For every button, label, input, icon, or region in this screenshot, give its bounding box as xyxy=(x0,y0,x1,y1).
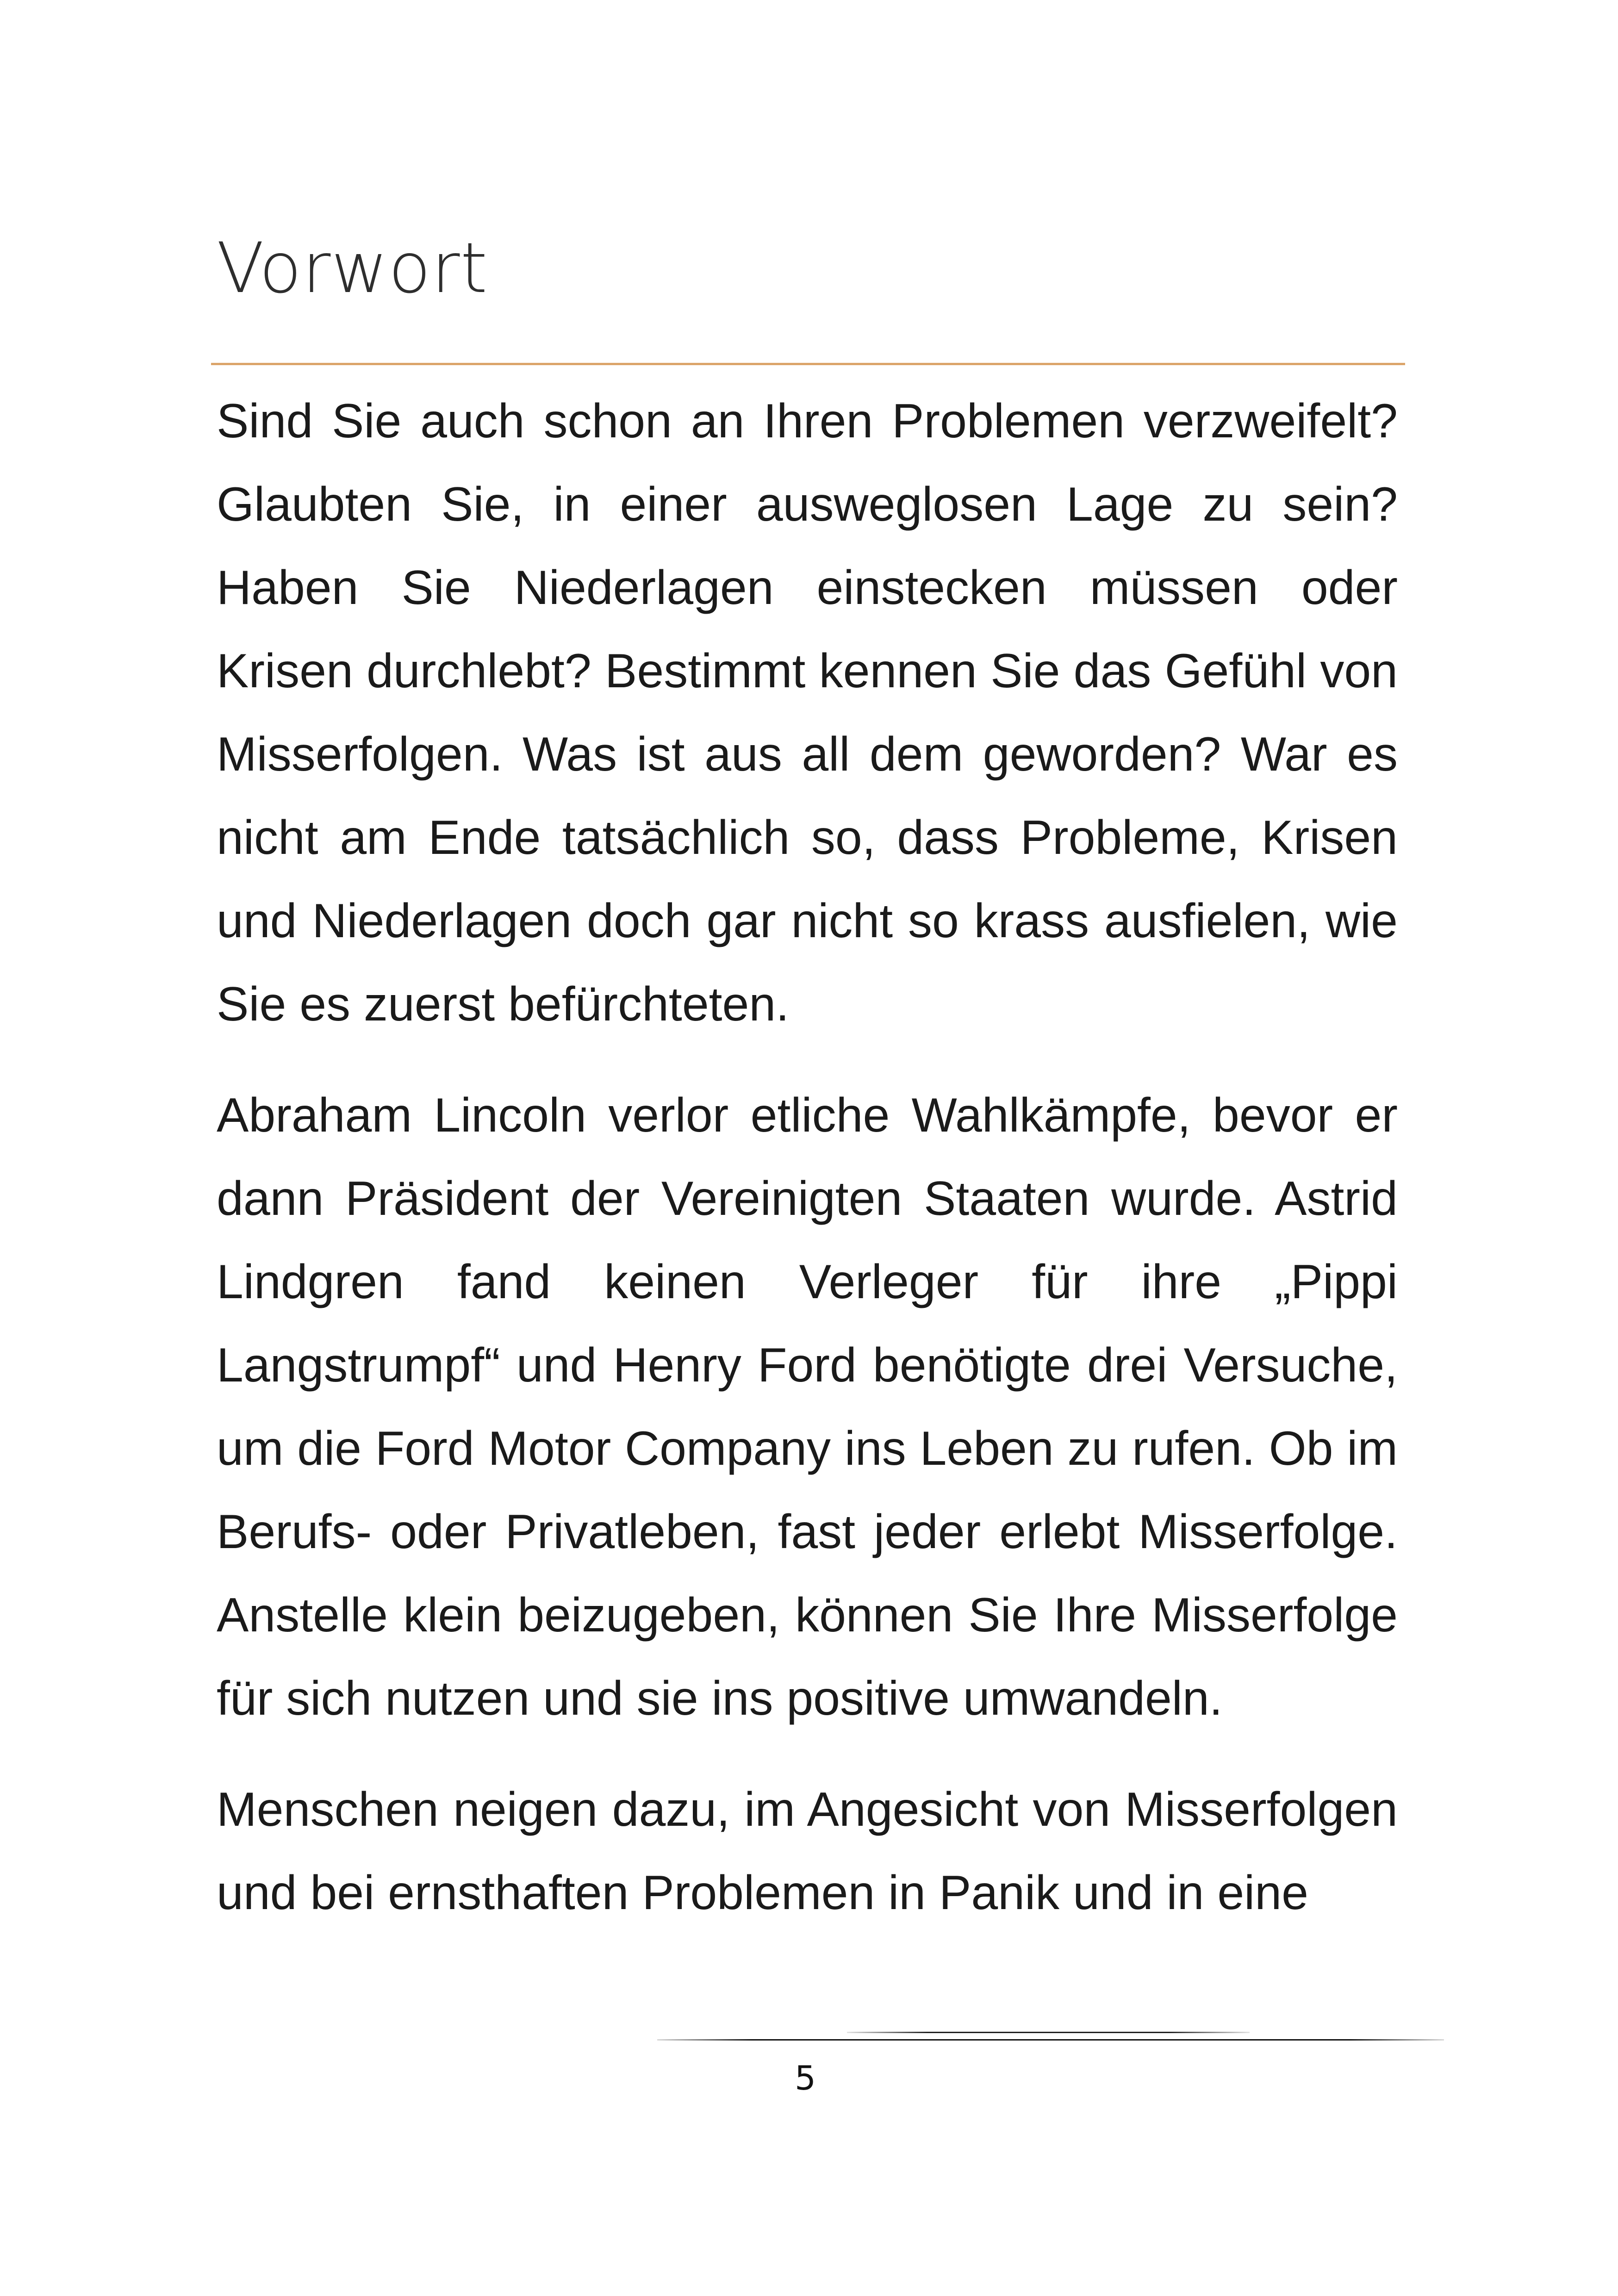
paragraph-1: Sind Sie auch schon an Ihren Problemen verzweifelt? Glaubten Sie, in einer ausweglosen Lage zu sein? Haben Sie Niederlagen einstecken müssen oder Krisen durchlebt? Bestimmt kennen Sie das Gefühl von Misserfolgen. Was ist aus all dem geworden? War es nicht am Ende tatsächlich so, dass Probleme, Krisen und Niederlagen doch gar nicht so krass ausfielen, wie Sie es zuerst befürchteten. xyxy=(217,394,1398,1031)
footer-ornament-line xyxy=(657,2039,1444,2041)
page-number: 5 xyxy=(795,2059,816,2097)
page-title: Vorwort xyxy=(217,228,488,309)
paragraph-2: Abraham Lincoln verlor etliche Wahlkämpfe, bevor er dann Präsident der Vereinigten Staaten wurde. Astrid Lindgren fand keinen Verleger für ihre „Pippi Langstrumpf“ und Henry Ford benötigte drei Versuche, um die Ford Motor Company ins Leben zu rufen. Ob im Berufs- oder Privatleben, fast jeder erlebt Misserfolge. Anstelle klein beizugeben, können Sie Ihre Misserfolge für sich nutzen und sie ins positive umwandeln. xyxy=(217,1089,1398,1725)
body-text xyxy=(217,380,1398,1962)
footer-ornament-line-upper xyxy=(847,2032,1250,2033)
title-divider xyxy=(211,363,1405,365)
paragraph-3: Menschen neigen dazu, im Angesicht von Misserfolgen und bei ernsthaften Problemen in Panik und in eine xyxy=(217,1783,1398,1920)
